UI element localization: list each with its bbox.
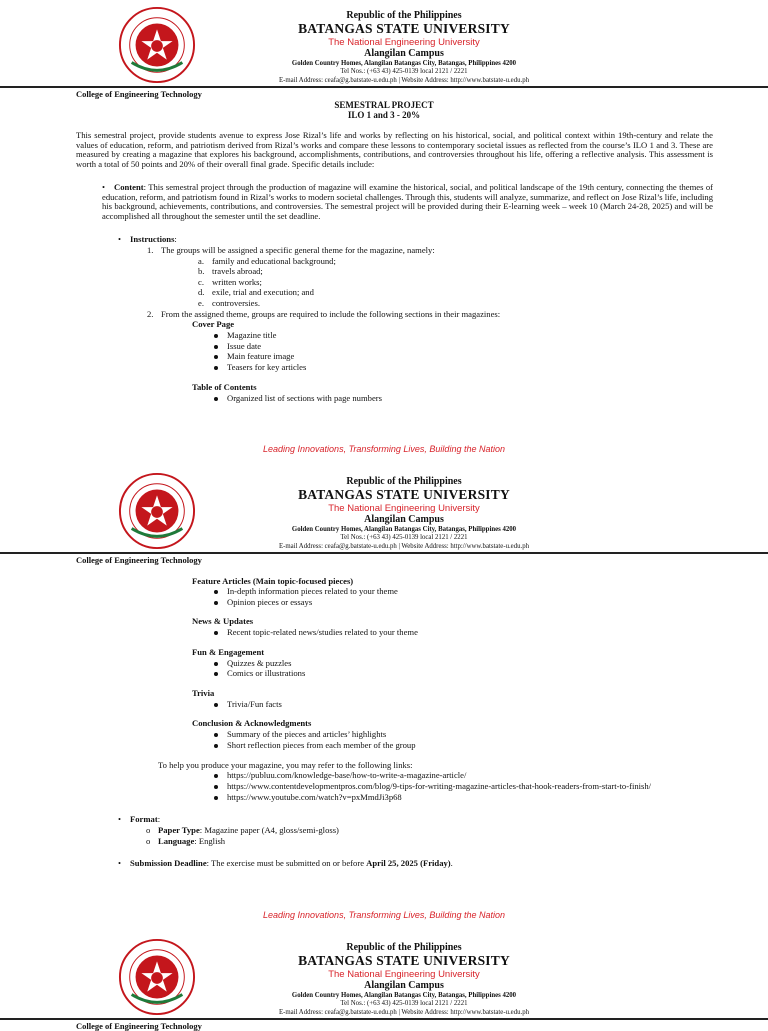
bullet-icon xyxy=(214,355,218,359)
reference-link[interactable]: https://www.contentdevelopmentpros.com/blog/9-tips-for-writing-magazine-articles-that-hook-readers-from-start-to-finish/ xyxy=(227,781,652,791)
instruction-step-1: 1. The groups will be assigned a specific general theme for the magazine, namely: xyxy=(147,245,435,255)
list-item: Magazine title xyxy=(214,330,276,340)
letterhead xyxy=(0,932,768,1018)
university-name: BATANGAS STATE UNIVERSITY xyxy=(298,487,510,502)
document-page-1 xyxy=(0,0,768,466)
theme-item: e. controversies. xyxy=(198,298,260,308)
bullet-icon: • xyxy=(118,858,122,868)
instruction-step-2: 2. From the assigned theme, groups are required to include the following sections in their magazines: xyxy=(147,309,501,319)
bullet-icon xyxy=(214,796,218,800)
telephone-numbers: Tel Nos.: (+63 43) 425-0139 local 2121 / 2221 xyxy=(340,1000,468,1007)
bullet-icon xyxy=(214,744,218,748)
document-page-2 xyxy=(0,466,768,932)
list-item: Teasers for key articles xyxy=(214,362,306,372)
list-item: Opinion pieces or essays xyxy=(214,597,312,607)
bullet-icon xyxy=(214,601,218,605)
letterhead xyxy=(0,0,768,86)
list-item: Recent topic-related news/studies related to your theme xyxy=(214,627,418,637)
campus-name: Alangilan Campus xyxy=(364,48,444,59)
university-name: BATANGAS STATE UNIVERSITY xyxy=(298,21,510,36)
bullet-icon: • xyxy=(102,182,106,192)
college-name: College of Engineering Technology xyxy=(76,1021,202,1031)
format-language: o Language: English xyxy=(146,836,226,846)
step-number: 1. xyxy=(147,245,154,255)
list-item: Main feature image xyxy=(214,351,294,361)
content-text: : This semestral project through the production of magazine will examine the historical, social, and political landscape of the 19th century, connecting the themes of education, reform, and patriotism found in Rizal’s works to modern societal challenges. Through this, students will analyze, summarize, and reflect on Jose Rizal’s life, including his background, achievements, contributions, and controversies. The semestral project will be provided during their E-learning week – week 10 (March 24-28, 2025) and will be accomplished all throughout the semester until the set deadline. xyxy=(102,182,713,221)
theme-item: c. written works; xyxy=(198,277,262,287)
bullet-icon xyxy=(214,366,218,370)
theme-item: a. family and educational background; xyxy=(198,256,336,266)
document-subtitle: ILO 1 and 3 - 20% xyxy=(347,110,421,120)
reference-link[interactable]: https://publuu.com/knowledge-base/how-to-write-a-magazine-article/ xyxy=(227,770,467,780)
document-page-3 xyxy=(0,932,768,1031)
letterhead xyxy=(0,466,768,552)
bullet-icon xyxy=(214,672,218,676)
list-item: Comics or illustrations xyxy=(214,668,305,678)
university-tagline: The National Engineering University xyxy=(328,503,480,514)
deadline-date: April 25, 2025 (Friday) xyxy=(366,858,451,868)
bullet-icon xyxy=(214,785,218,789)
campus-address: Golden Country Homes, Alangilan Batangas City, Batangas, Philippines 4200 xyxy=(291,992,517,999)
list-item: Quizzes & puzzles xyxy=(214,658,291,668)
footer-slogan: Leading Innovations, Transforming Lives, Building the Nation xyxy=(263,910,505,920)
document-title-block xyxy=(0,100,768,120)
submission-deadline: • Submission Deadline: The exercise must be submitted on or before April 25, 2025 (Friday). xyxy=(118,858,453,868)
sub-bullet-icon: o xyxy=(146,836,151,846)
theme-item: d. exile, trial and execution; and xyxy=(198,287,314,297)
list-item: Summary of the pieces and articles’ highlights xyxy=(214,729,386,739)
reference-link[interactable]: https://www.youtube.com/watch?v=pxMmdJi3p68 xyxy=(227,792,402,802)
step-number: 2. xyxy=(147,309,154,319)
sub-bullet-icon: o xyxy=(146,825,151,835)
college-name: College of Engineering Technology xyxy=(76,555,202,565)
footer-slogan: Leading Innovations, Transforming Lives, Building the Nation xyxy=(263,444,505,454)
campus-name: Alangilan Campus xyxy=(364,514,444,525)
section-title-news-updates: News & Updates xyxy=(192,616,254,626)
link-item[interactable] xyxy=(214,770,466,780)
college-name: College of Engineering Technology xyxy=(76,89,202,99)
header-divider xyxy=(0,86,768,88)
republic-label: Republic of the Philippines xyxy=(346,942,462,953)
link-item[interactable] xyxy=(214,781,651,791)
university-tagline: The National Engineering University xyxy=(328,37,480,48)
instructions-label: Instructions xyxy=(130,234,175,244)
section-title-cover-page: Cover Page xyxy=(192,319,235,329)
bullet-icon xyxy=(214,345,218,349)
document-title: SEMESTRAL PROJECT xyxy=(334,100,434,110)
list-item: Trivia/Fun facts xyxy=(214,699,282,709)
bullet-icon: • xyxy=(118,814,122,824)
bullet-icon xyxy=(214,397,218,401)
bullet-icon xyxy=(214,662,218,666)
bullet-icon xyxy=(214,590,218,594)
header-divider xyxy=(0,1018,768,1020)
link-item[interactable] xyxy=(214,792,402,802)
list-item: Short reflection pieces from each member of the group xyxy=(214,740,416,750)
header-divider xyxy=(0,552,768,554)
instructions-heading: • Instructions: xyxy=(118,234,177,244)
list-item: In-depth information pieces related to your theme xyxy=(214,586,398,596)
university-name: BATANGAS STATE UNIVERSITY xyxy=(298,953,510,968)
theme-item: b. travels abroad; xyxy=(198,266,263,276)
section-title-conclusion: Conclusion & Acknowledgments xyxy=(192,718,312,728)
campus-name: Alangilan Campus xyxy=(364,980,444,991)
telephone-numbers: Tel Nos.: (+63 43) 425-0139 local 2121 / 2221 xyxy=(340,534,468,541)
university-tagline: The National Engineering University xyxy=(328,969,480,980)
list-item: Issue date xyxy=(214,341,261,351)
format-heading: • Format: xyxy=(118,814,161,824)
section-title-fun-engagement: Fun & Engagement xyxy=(192,647,265,657)
republic-label: Republic of the Philippines xyxy=(346,10,462,21)
telephone-numbers: Tel Nos.: (+63 43) 425-0139 local 2121 / 2221 xyxy=(340,68,468,75)
republic-label: Republic of the Philippines xyxy=(346,476,462,487)
bullet-icon xyxy=(214,703,218,707)
email-website: E-mail Address: ceafa@g.batstate-u.edu.ph | Website Address: http://www.batstate-u.edu.ph xyxy=(278,1008,529,1016)
bullet-icon: • xyxy=(118,234,122,244)
bullet-icon xyxy=(214,334,218,338)
format-paper-type: o Paper Type: Magazine paper (A4, gloss/semi-gloss) xyxy=(146,825,339,835)
campus-address: Golden Country Homes, Alangilan Batangas City, Batangas, Philippines 4200 xyxy=(291,60,517,67)
section-title-trivia: Trivia xyxy=(192,688,215,698)
email-website: E-mail Address: ceafa@g.batstate-u.edu.ph | Website Address: http://www.batstate-u.edu.ph xyxy=(278,76,529,84)
content-label: Content xyxy=(114,182,144,192)
bullet-icon xyxy=(214,774,218,778)
campus-address: Golden Country Homes, Alangilan Batangas City, Batangas, Philippines 4200 xyxy=(291,526,517,533)
bullet-icon xyxy=(214,631,218,635)
bullet-icon xyxy=(214,733,218,737)
links-intro: To help you produce your magazine, you may refer to the following links: xyxy=(158,760,413,770)
section-title-feature-articles: Feature Articles (Main topic-focused pieces) xyxy=(192,576,354,586)
content-item xyxy=(102,183,713,221)
email-website: E-mail Address: ceafa@g.batstate-u.edu.ph | Website Address: http://www.batstate-u.edu.ph xyxy=(278,542,529,550)
section-title-table-of-contents: Table of Contents xyxy=(192,382,257,392)
intro-paragraph: This semestral project, provide students avenue to express Jose Rizal’s life and works by reflecting on his historical, social, and political context within 19th-century and relate the values of education, reform, and patriotism derived from Rizal’s works and compare these lessons to contemporary societal issues as reflected from the course’s ILO 1 and 3. These are measured by creating a magazine that explores his background, accomplishments, contributions, and controversies throughout his life, offering a reflective analysis. This assessment is worth a total of 50 points and 20% of their overall final grade. Specific details include: xyxy=(76,130,713,169)
list-item: Organized list of sections with page numbers xyxy=(214,393,382,403)
